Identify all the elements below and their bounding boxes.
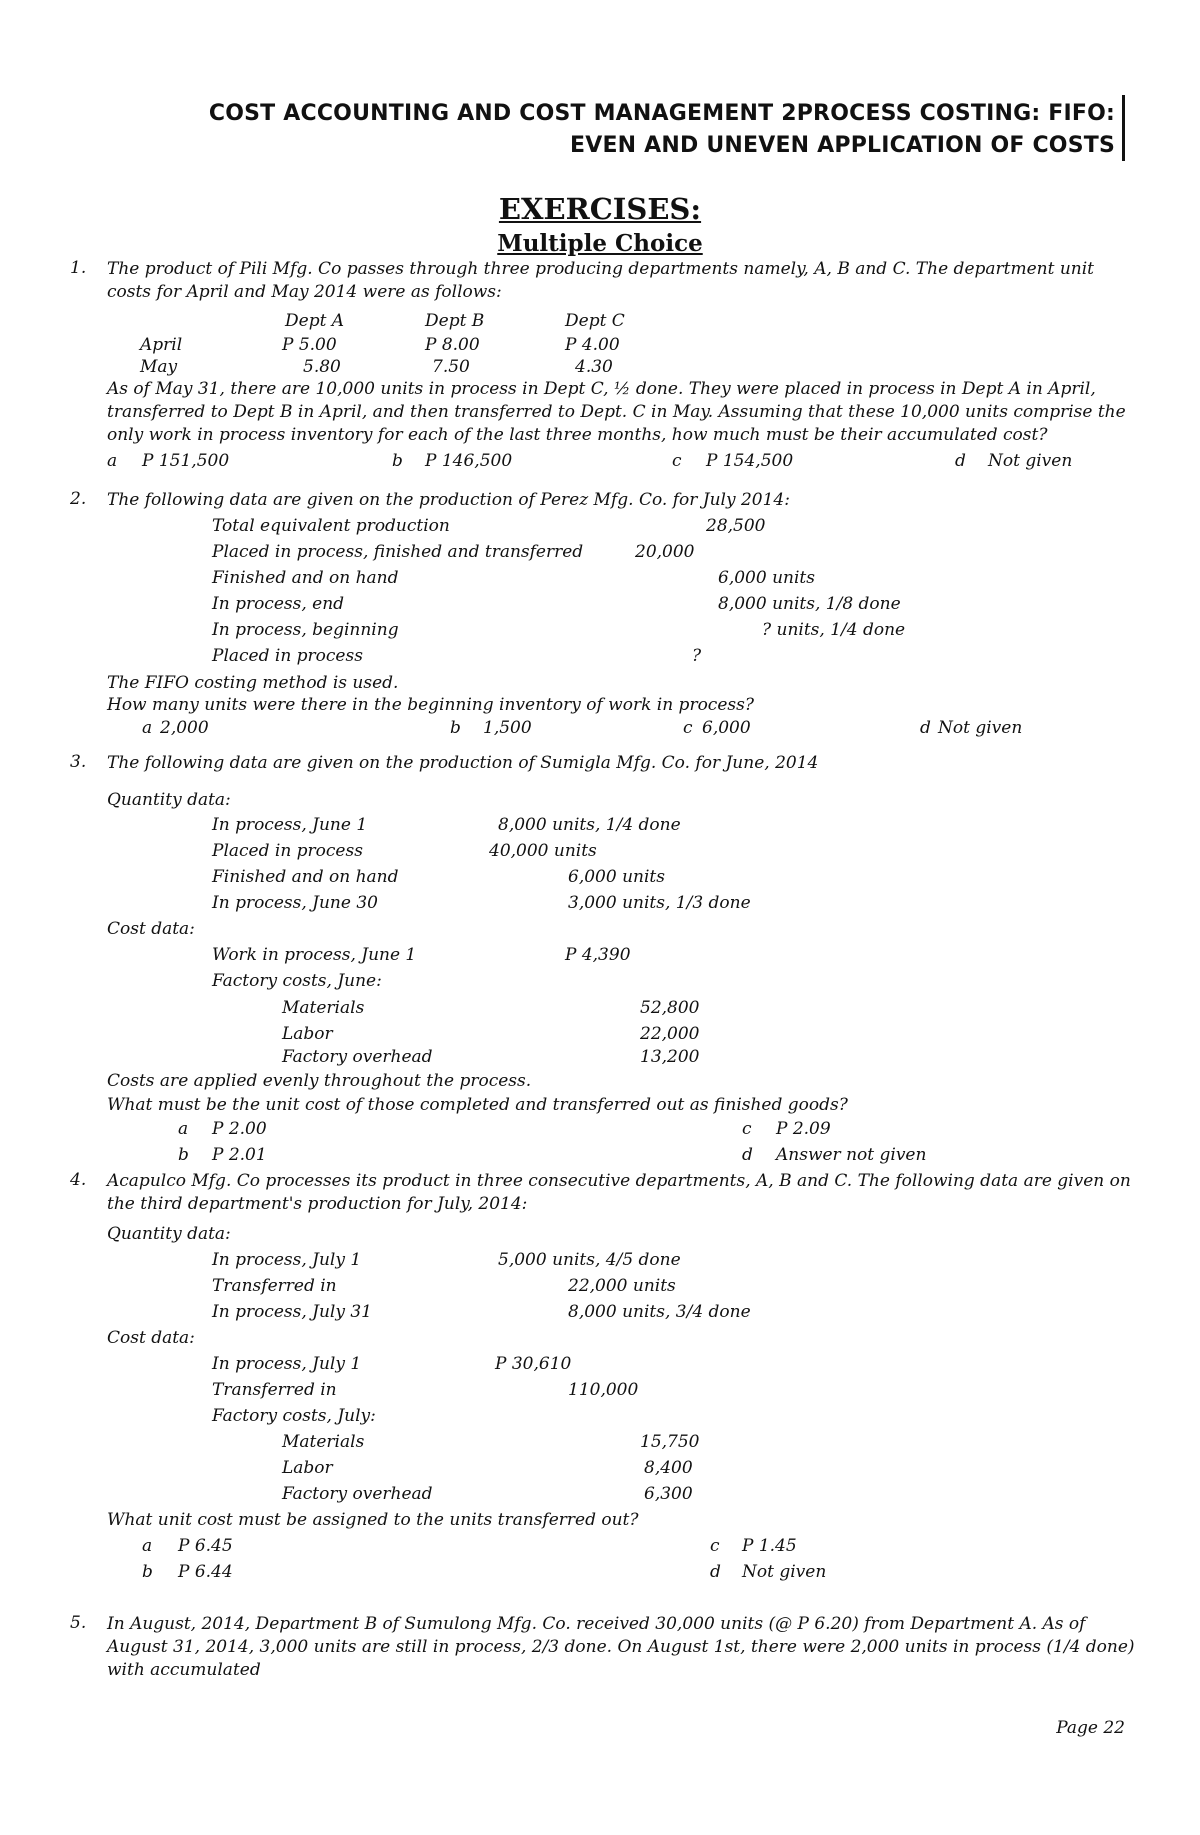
q3-quantity-label: Quantity data: xyxy=(107,790,231,810)
q1-choice-text: P 151,500 xyxy=(142,451,230,471)
q3-qty-label: Finished and on hand xyxy=(212,867,399,887)
q2-row-value: ? xyxy=(692,646,702,666)
q4-fc-label: Labor xyxy=(282,1458,333,1478)
q2-choice-letter: d xyxy=(920,718,931,738)
q3-qty-label: In process, June 30 xyxy=(212,893,378,913)
q2-row-value: 6,000 units xyxy=(718,568,815,588)
q5-text: In August, 2014, Department B of Sumulong Mfg. Co. received 30,000 units (@ P 6.20) from Department A. As of August 31, 2014, 3,000 units are still in process, 2/3 done. On August 1st, there were 2,000 units in process (1/4 done) with accumulated xyxy=(107,1614,1135,1680)
q2-text: The following data are given on the production of Perez Mfg. Co. for July 2014: xyxy=(107,490,790,510)
q3-question: What must be the unit cost of those completed and transferred out as finished goods? xyxy=(107,1095,848,1115)
q4-qty-value: 5,000 units, 4/5 done xyxy=(498,1250,681,1270)
q3-note: Costs are applied evenly throughout the process. xyxy=(107,1071,532,1091)
q3-choice-text: P 2.09 xyxy=(776,1119,831,1139)
header-divider xyxy=(1122,95,1125,161)
q3-qty-value: 3,000 units, 1/3 done xyxy=(568,893,751,913)
q3-factory-costs-label: Factory costs, June: xyxy=(212,971,382,991)
q2-row-value: 28,500 xyxy=(706,516,766,536)
q4-number: 4. xyxy=(70,1170,87,1190)
q1-row-may-b: 7.50 xyxy=(432,357,470,377)
q2-row-label: In process, beginning xyxy=(212,620,399,640)
q1-col-b: Dept B xyxy=(425,311,485,331)
q1-choice-letter: a xyxy=(107,451,118,471)
q4-choice-letter: b xyxy=(142,1562,153,1582)
q4-fc-label: Materials xyxy=(282,1432,365,1452)
q4-qty-value: 8,000 units, 3/4 done xyxy=(568,1302,751,1322)
q3-cost-label: Cost data: xyxy=(107,919,195,939)
q1-choice-text: Not given xyxy=(988,451,1073,471)
q3-choice-letter: c xyxy=(742,1119,752,1139)
q3-fc-label: Factory overhead xyxy=(282,1047,433,1067)
q4-choice-text: Not given xyxy=(742,1562,827,1582)
q2-choice-letter: b xyxy=(450,718,461,738)
q3-choice-text: P 2.01 xyxy=(212,1145,267,1165)
q3-wip-label: Work in process, June 1 xyxy=(212,945,417,965)
header-line-1: COST ACCOUNTING AND COST MANAGEMENT 2PROCESS COSTING: FIFO: xyxy=(208,101,1115,126)
q3-fc-value: 22,000 xyxy=(640,1024,700,1044)
q2-row-value: 8,000 units, 1/8 done xyxy=(718,594,901,614)
q3-choice-text: Answer not given xyxy=(776,1145,927,1165)
q4-choice-letter: d xyxy=(710,1562,721,1582)
q1-choice-letter: b xyxy=(392,451,403,471)
q1-row-may-label: May xyxy=(140,357,178,377)
q1-row-april-label: April xyxy=(140,335,183,355)
q4-quantity-label: Quantity data: xyxy=(107,1224,231,1244)
q3-qty-label: Placed in process xyxy=(212,841,363,861)
q3-wip-value: P 4,390 xyxy=(565,945,631,965)
q4-qty-label: In process, July 1 xyxy=(212,1250,362,1270)
q3-fc-value: 52,800 xyxy=(640,998,700,1018)
q1-choice-text: P 146,500 xyxy=(425,451,513,471)
page-title: EXERCISES: xyxy=(498,192,702,226)
section-subtitle: Multiple Choice xyxy=(497,230,703,257)
q1-col-c: Dept C xyxy=(565,311,625,331)
q4-fc-value: 6,300 xyxy=(644,1484,693,1504)
q4-qty-label: In process, July 31 xyxy=(212,1302,372,1322)
q4-cost-row-value: P 30,610 xyxy=(495,1354,572,1374)
q1-choice-letter: d xyxy=(955,451,966,471)
q4-factory-costs-label: Factory costs, July: xyxy=(212,1406,376,1426)
q3-choice-letter: b xyxy=(178,1145,189,1165)
q3-text: The following data are given on the production of Sumigla Mfg. Co. for June, 2014 xyxy=(107,753,819,773)
q4-fc-label: Factory overhead xyxy=(282,1484,433,1504)
q2-choice-text: Not given xyxy=(938,718,1023,738)
q1-number: 1. xyxy=(70,258,87,278)
q4-cost-row-label: In process, July 1 xyxy=(212,1354,362,1374)
q2-row-value: ? units, 1/4 done xyxy=(762,620,906,640)
q1-row-april-b: P 8.00 xyxy=(425,335,480,355)
q2-choice-text: 2,000 xyxy=(160,718,209,738)
q3-number: 3. xyxy=(70,752,87,772)
q3-qty-value: 40,000 units xyxy=(489,841,597,861)
q4-choice-letter: a xyxy=(142,1536,153,1556)
q2-row-value: 20,000 xyxy=(635,542,695,562)
q4-question: What unit cost must be assigned to the units transferred out? xyxy=(107,1510,639,1530)
q1-text-2: As of May 31, there are 10,000 units in process in Dept C, ½ done. They were placed in process in Dept A in April, transferred to Dept B in April, and then transferred to Dept. C in May. Assuming that these 10,000 units comprise the only work in process inventory for each of the last three months, how much must be their accumulated cost? xyxy=(107,379,1126,445)
q4-fc-value: 15,750 xyxy=(640,1432,700,1452)
q2-row-label: Total equivalent production xyxy=(212,516,450,536)
q1-col-a: Dept A xyxy=(285,311,345,331)
q1-row-may-c: 4.30 xyxy=(575,357,613,377)
q1-choice-letter: c xyxy=(672,451,682,471)
q4-choice-text: P 1.45 xyxy=(742,1536,797,1556)
page-number: Page 22 xyxy=(1056,1718,1125,1738)
q2-note: The FIFO costing method is used. xyxy=(107,673,399,693)
q3-choice-letter: a xyxy=(178,1119,189,1139)
q4-qty-label: Transferred in xyxy=(212,1276,337,1296)
q3-fc-label: Materials xyxy=(282,998,365,1018)
q2-choice-letter: c xyxy=(683,718,693,738)
q2-row-label: Finished and on hand xyxy=(212,568,399,588)
q4-choice-text: P 6.45 xyxy=(178,1536,233,1556)
q2-number: 2. xyxy=(70,489,87,509)
q4-fc-value: 8,400 xyxy=(644,1458,693,1478)
q2-row-label: Placed in process xyxy=(212,646,363,666)
q1-text: The product of Pili Mfg. Co passes through three producing departments namely, A, B and C. The department unit costs for April and May 2014 were as follows: xyxy=(107,259,1095,302)
q4-choice-text: P 6.44 xyxy=(178,1562,233,1582)
header-line-2: EVEN AND UNEVEN APPLICATION OF COSTS xyxy=(570,133,1115,158)
q4-choice-letter: c xyxy=(710,1536,720,1556)
q4-qty-value: 22,000 units xyxy=(568,1276,676,1296)
q2-choice-letter: a xyxy=(142,718,153,738)
q4-cost-row-value: 110,000 xyxy=(568,1380,639,1400)
q3-choice-letter: d xyxy=(742,1145,753,1165)
q5-number: 5. xyxy=(70,1613,87,1633)
q2-question: How many units were there in the beginning inventory of work in process? xyxy=(107,695,754,715)
q4-cost-row-label: Transferred in xyxy=(212,1380,337,1400)
q2-row-label: In process, end xyxy=(212,594,345,614)
q1-row-april-c: P 4.00 xyxy=(565,335,620,355)
q3-qty-value: 6,000 units xyxy=(568,867,665,887)
q2-choice-text: 1,500 xyxy=(483,718,532,738)
q3-qty-value: 8,000 units, 1/4 done xyxy=(498,815,681,835)
q1-row-april-a: P 5.00 xyxy=(282,335,337,355)
q2-row-label: Placed in process, finished and transferred xyxy=(212,542,584,562)
q3-fc-value: 13,200 xyxy=(640,1047,700,1067)
q2-choice-text: 6,000 xyxy=(702,718,751,738)
q3-fc-label: Labor xyxy=(282,1024,333,1044)
q3-qty-label: In process, June 1 xyxy=(212,815,368,835)
q1-row-may-a: 5.80 xyxy=(303,357,341,377)
q4-text: Acapulco Mfg. Co processes its product in three consecutive departments, A, B and C. The following data are given on the third department's production for July, 2014: xyxy=(107,1171,1131,1214)
q1-choice-text: P 154,500 xyxy=(706,451,794,471)
q4-cost-label: Cost data: xyxy=(107,1328,195,1348)
q3-choice-text: P 2.00 xyxy=(212,1119,267,1139)
